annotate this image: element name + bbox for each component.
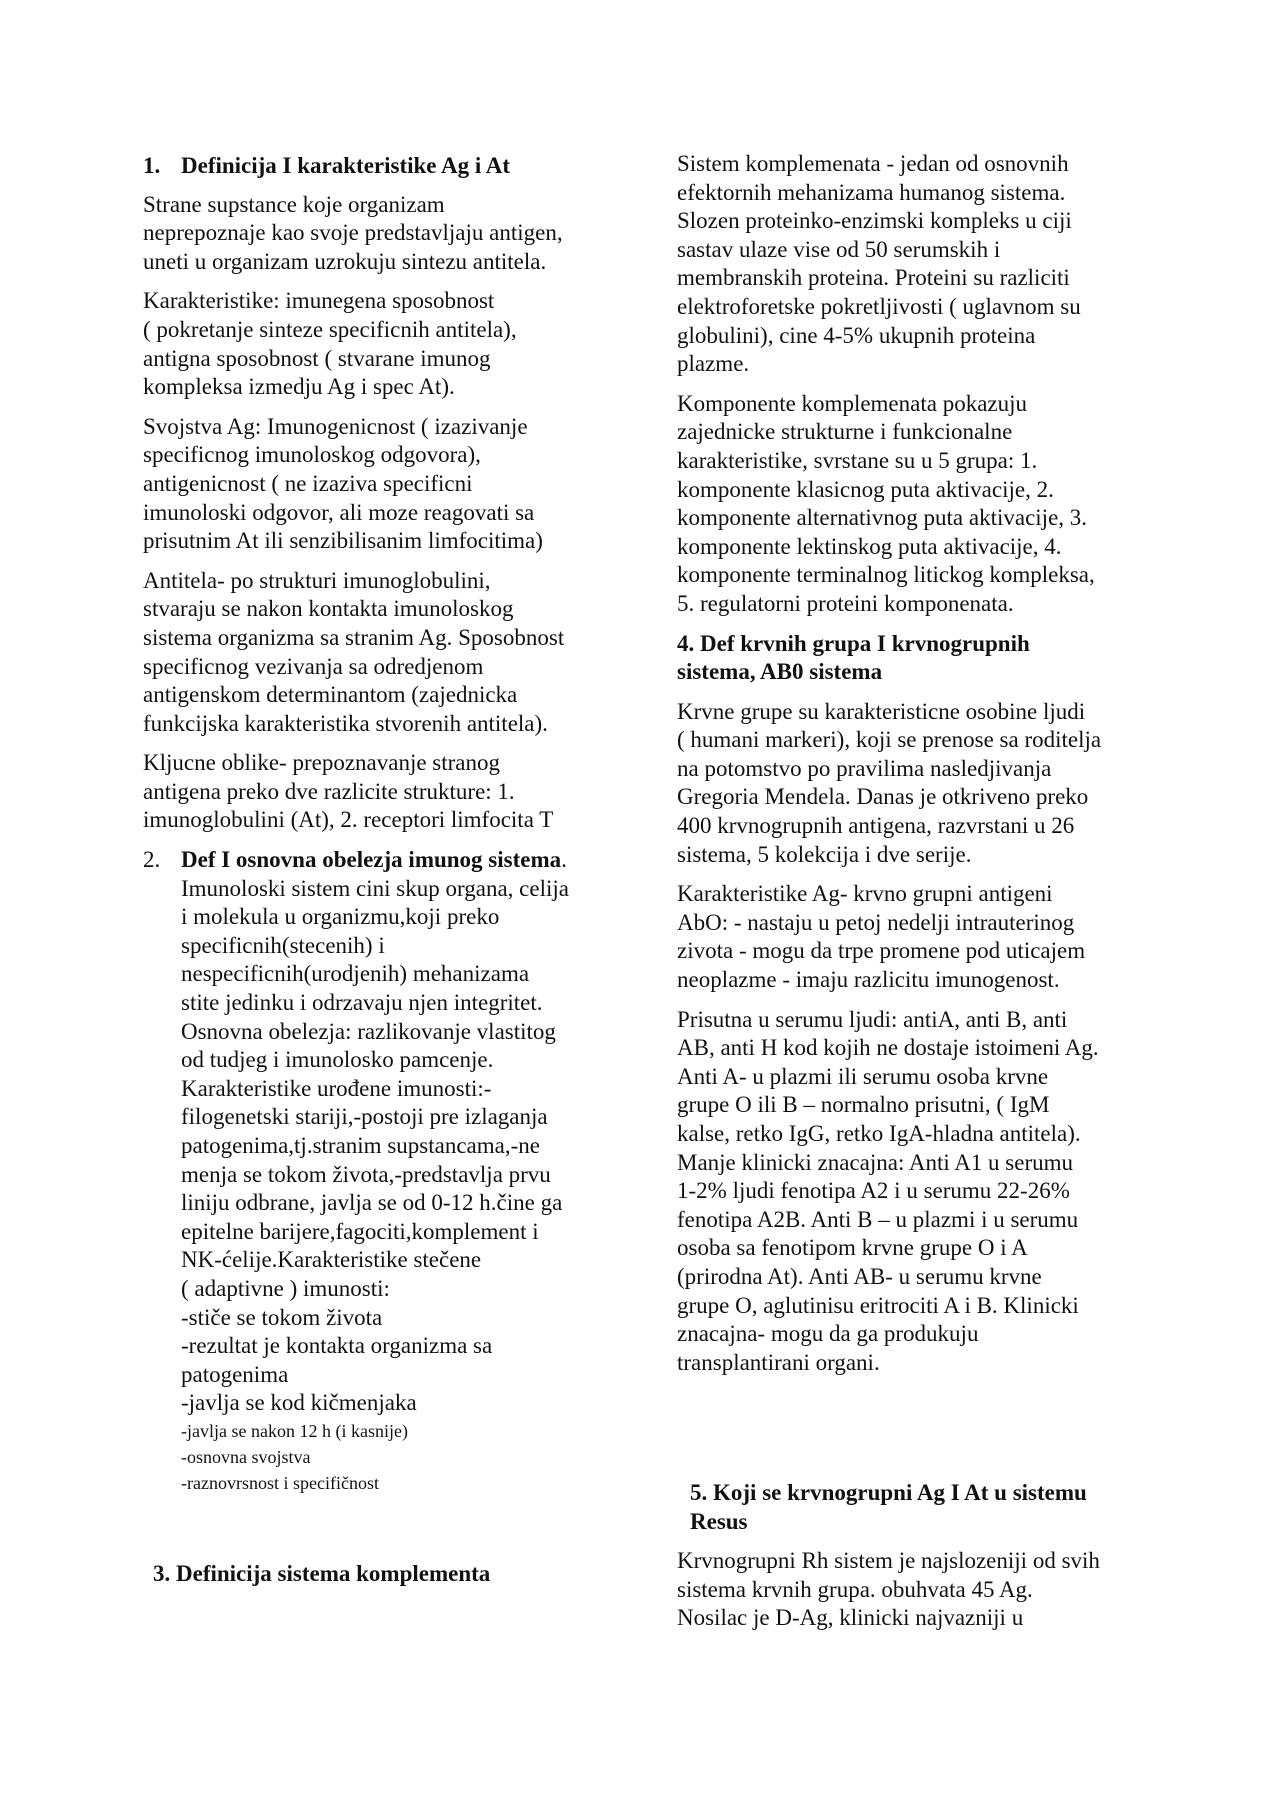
text-line: stvaraju se nakon kontakta imunoloskog — [143, 596, 514, 622]
paragraph-ag-characteristics — [143, 287, 623, 401]
section-1-number: 1. — [143, 153, 161, 178]
text-line: kalse, retko IgG, retko IgA-hladna antitela). — [677, 1121, 1081, 1146]
text-line: Svojstva Ag: Imunogenicnost ( izazivanje — [143, 413, 528, 439]
text-line: Karakteristike Ag- krvno grupni antigeni — [677, 881, 1053, 907]
section-2 — [143, 846, 623, 1496]
section-2-title: Def I osnovna obelezja imunog sistema — [181, 847, 562, 873]
text-line: membranskih proteina. Proteini su razliciti — [677, 265, 1070, 291]
text-line: na potomstvo po pravilima nasledjivanja — [677, 755, 1052, 781]
text-line: -javlja se kod kičmenjaka — [181, 1390, 417, 1416]
text-line: ( pokretanje sinteze specificnih antitela), — [143, 316, 517, 342]
text-line: Imunoloski sistem cini skup organa, celija — [181, 875, 569, 901]
text-line: komponente alternativnog puta aktivacije, 3. — [677, 505, 1088, 531]
paragraph-serum-antibodies — [677, 1006, 1155, 1378]
section-1-title: Definicija I karakteristike Ag i At — [181, 153, 510, 178]
text-line: 400 krvnogrupnih antigena, razvrstani u 26 — [677, 813, 1075, 839]
left-column — [143, 152, 623, 1496]
text-line: plazme. — [677, 351, 750, 377]
text-line: NK-ćelije.Karakteristike stečene — [181, 1247, 482, 1273]
text-line: imunoloski odgovor, ali moze reagovati sa — [143, 499, 535, 525]
text-line: Strane supstance koje organizam — [143, 191, 445, 217]
paragraph-abo-antigens — [677, 880, 1155, 994]
section-3-heading: 3. Definicija sistema komplementa — [153, 1561, 491, 1586]
text-line: neoplazme - imaju razlicitu imunogenost. — [677, 967, 1060, 993]
text-line: funkcijska karakteristika stvorenih antitela). — [143, 710, 548, 736]
text-line: antigenicnost ( ne izaziva specificni — [143, 470, 473, 496]
text-line: Kljucne oblike- prepoznavanje stranog — [143, 750, 501, 776]
text-line: specificnog imunoloskog odgovora), — [143, 442, 481, 468]
text-line: komponente klasicnog puta aktivacije, 2. — [677, 476, 1054, 502]
text-line: Krvne grupe su karakteristicne osobine ljudi — [677, 698, 1086, 724]
text-line: antigna sposobnost ( stvarane imunog — [143, 345, 491, 371]
text-line: AB, anti H kod kojih ne dostaje istoimeni Ag. — [677, 1035, 1099, 1061]
text-line: Antitela- po strukturi imunoglobulini, — [143, 567, 491, 593]
text-line: sistema organizma sa stranim Ag. Sposobnost — [143, 624, 565, 650]
text-line: zajednicke strukturne i funkcionalne — [677, 419, 1013, 445]
text-line: Prisutna u serumu ljudi: antiA, anti B, anti — [677, 1006, 1068, 1032]
text-line: sastav ulaze vise od 50 serumskih i — [677, 236, 1001, 262]
text-line: grupe O ili B – normalno prisutni, ( IgM — [677, 1092, 1050, 1118]
text-line: sistema, AB0 sistema — [677, 659, 883, 685]
text-line: ( adaptivne ) imunosti: — [181, 1275, 390, 1301]
text-line: sistema, 5 kolekcija i dve serije. — [677, 841, 972, 867]
text-line: antigenskom determinantom (zajednicka — [143, 682, 518, 708]
section-2-heading-line — [181, 846, 623, 875]
text-line: globulini), cine 4-5% ukupnih proteina — [677, 322, 1036, 348]
text-line: liniju odbrane, javlja se od 0-12 h.čine ga — [181, 1190, 563, 1216]
text-line: Resus — [690, 1508, 748, 1534]
paragraph-antibodies — [143, 567, 623, 739]
section-2-number: 2. — [143, 847, 161, 873]
text-line: -rezultat je kontakta organizma sa — [181, 1333, 493, 1359]
text-line: znacajna- mogu da ga produkuju — [677, 1321, 979, 1347]
text-line: patogenima — [181, 1361, 289, 1387]
right-column — [677, 150, 1155, 1388]
text-line: menja se tokom života,-predstavlja prvu — [181, 1161, 551, 1187]
text-line: Karakteristike: imunegena sposobnost — [143, 288, 495, 314]
text-line: Krvnogrupni Rh sistem je najslozeniji od svih — [677, 1548, 1100, 1573]
paragraph-ag-definition — [143, 191, 623, 277]
text-line: -javlja se nakon 12 h (i kasnije) — [181, 1420, 408, 1441]
paragraph-ag-properties — [143, 413, 623, 556]
paragraph-rh-system — [677, 1547, 1155, 1633]
text-line: antigena preko dve razlicite strukture: 1. — [143, 778, 515, 804]
text-line: Manje klinicki znacajna: Anti A1 u serumu — [677, 1149, 1074, 1175]
text-line: zivota - mogu da trpe promene pod uticajem — [677, 938, 1086, 964]
text-line: Komponente komplemenata pokazuju — [677, 390, 1028, 416]
text-line: Nosilac je D-Ag, klinicki najvazniji u — [677, 1605, 1024, 1631]
text-line: -stiče se tokom života — [181, 1304, 383, 1330]
text-line: patogenima,tj.stranim supstancama,-ne — [181, 1133, 540, 1158]
section-1-heading — [143, 152, 623, 181]
paragraph-blood-groups — [677, 698, 1155, 870]
text-line: komponente terminalnog litickog kompleksa, — [677, 562, 1095, 588]
text-line: 5. Koji se krvnogrupni Ag I At u sistemu — [690, 1480, 1087, 1505]
text-line: neprepoznaje kao svoje predstavljaju antigen, — [143, 220, 563, 246]
text-line: specificnog vezivanja sa odredjenom — [143, 653, 484, 679]
text-line: osoba sa fenotipom krvne grupe O i A — [677, 1235, 1028, 1261]
paragraph-complement-system — [677, 150, 1155, 379]
text-line: Osnovna obelezja: razlikovanje vlastitog — [181, 1018, 556, 1044]
text-line: stite jedinku i odrzavaju njen integritet. — [181, 990, 543, 1016]
section-4-heading — [677, 630, 1155, 687]
text-line: uneti u organizam uzrokuju sintezu antitela. — [143, 248, 547, 274]
text-line: filogenetski stariji,-postoji pre izlaganja — [181, 1104, 548, 1130]
text-line: 5. regulatorni proteini komponenata. — [677, 590, 1014, 616]
text-line: grupe O, aglutinisu eritrociti A i B. Klinicki — [677, 1292, 1079, 1318]
text-line: AbO: - nastaju u petoj nedelji intrauterinog — [677, 909, 1075, 935]
paragraph-key-forms — [143, 749, 623, 835]
text-line: -osnovna svojstva — [181, 1446, 311, 1467]
text-line: komponente lektinskog puta aktivacije, 4. — [677, 533, 1062, 559]
text-line: sistema krvnih grupa. obuhvata 45 Ag. — [677, 1576, 1033, 1602]
text-line: transplantirani organi. — [677, 1349, 880, 1375]
text-line: 4. Def krvnih grupa I krvnogrupnih — [677, 630, 1030, 656]
text-line: specificnih(stecenih) i — [181, 932, 385, 958]
text-line: i molekula u organizmu,koji preko — [181, 904, 500, 930]
text-line: epitelne barijere,fagociti,komplement i — [181, 1218, 539, 1244]
text-line: (prirodna At). Anti AB- u serumu krvne — [677, 1263, 1042, 1289]
text-line: efektornih mehanizama humanog sistema. — [677, 179, 1066, 205]
text-line: Gregoria Mendela. Danas je otkriveno preko — [677, 784, 1089, 810]
text-line: karakteristike, svrstane su u 5 grupa: 1. — [677, 447, 1038, 473]
text-line: Karakteristike urođene imunosti:- — [181, 1075, 492, 1101]
text-line: -raznovrsnost i specifičnost — [181, 1472, 379, 1493]
text-line: od tudjeg i imunolosko pamcenje. — [181, 1047, 494, 1073]
text-line: Sistem komplemenata - jedan od osnovnih — [677, 151, 1069, 176]
text-line: ( humani markeri), koji se prenose sa roditelja — [677, 727, 1102, 753]
text-line: prisutnim At ili senzibilisanim limfocitima) — [143, 528, 543, 554]
text-line: imunoglobulini (At), 2. receptori limfocita T — [143, 807, 554, 833]
text-line: elektroforetske pokretljivosti ( uglavnom su — [677, 293, 1081, 319]
text-line: fenotipa A2B. Anti B – u plazmi i u serumu — [677, 1206, 1079, 1232]
section-5-heading — [690, 1479, 1160, 1536]
text-line: Anti A- u plazmi ili serumu osoba krvne — [677, 1063, 1049, 1089]
text-line: kompleksa izmedju Ag i spec At). — [143, 374, 455, 400]
section-2-period: . — [561, 847, 567, 873]
text-line: nespecificnih(urodjenih) mehanizama — [181, 961, 530, 987]
paragraph-complement-components — [677, 390, 1155, 619]
text-line: Slozen proteinko-enzimski kompleks u ciji — [677, 208, 1072, 234]
text-line: 1-2% ljudi fenotipa A2 i u serumu 22-26% — [677, 1178, 1070, 1204]
